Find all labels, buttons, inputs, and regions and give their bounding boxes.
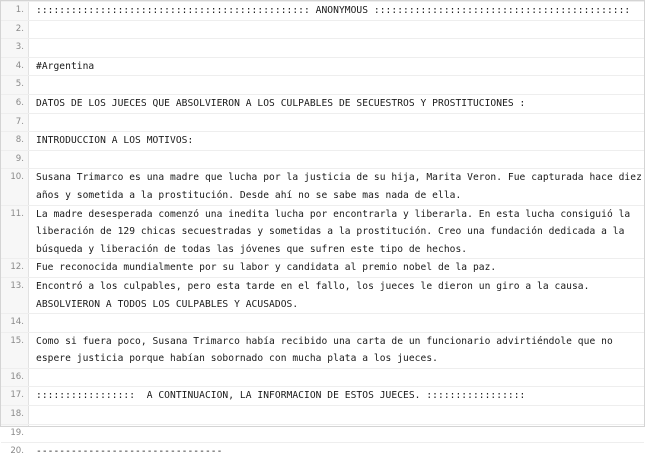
line-number: 1. — [15, 5, 24, 15]
line-number — [1, 296, 28, 314]
line-number: 5. — [15, 79, 24, 90]
line-text — [28, 114, 36, 132]
line-number: 10. — [10, 172, 24, 183]
line-text — [28, 76, 36, 94]
code-line[interactable] — [1, 94, 644, 113]
line-number: 12. — [10, 262, 24, 273]
line-text: -------------------------------- — [36, 446, 223, 458]
code-line[interactable] — [1, 405, 644, 424]
code-lines — [1, 1, 644, 461]
code-line[interactable] — [1, 38, 644, 57]
line-number: 4. — [15, 60, 24, 71]
line-text — [28, 369, 36, 387]
line-number: 18. — [10, 409, 24, 420]
line-text: Como si fuera poco, Susana Trimarco había recibido una carta de un funcionario advirtiéndole que no — [36, 335, 613, 347]
line-text: DATOS DE LOS JUECES QUE ABSOLVIERON A LOS CULPABLES DE SECUESTROS Y PROSTITUCIONES : — [36, 97, 526, 109]
code-line[interactable] — [1, 442, 644, 461]
line-number: 20. — [10, 446, 24, 457]
code-line[interactable] — [1, 1, 644, 20]
line-text: Encontró a los culpables, pero esta tarde en el fallo, los jueces le dieron un giro a la causa. — [36, 280, 590, 292]
code-line[interactable] — [1, 75, 644, 94]
code-line[interactable] — [1, 205, 644, 224]
line-text — [28, 151, 36, 169]
line-number: 3. — [15, 42, 24, 53]
line-text — [28, 39, 36, 57]
code-line[interactable] — [1, 113, 644, 132]
line-number: 16. — [10, 371, 24, 382]
code-line[interactable] — [1, 368, 644, 387]
code-line[interactable] — [1, 168, 644, 187]
code-line[interactable] — [1, 350, 644, 368]
line-number: 11. — [10, 208, 24, 219]
line-number — [1, 241, 28, 259]
line-number: 7. — [15, 116, 24, 127]
code-line[interactable] — [1, 424, 644, 443]
line-number: 6. — [15, 97, 24, 108]
line-text: INTRODUCCION A LOS MOTIVOS: — [36, 135, 194, 147]
line-number — [1, 187, 28, 205]
line-number: 13. — [10, 280, 24, 291]
line-number: 8. — [15, 135, 24, 146]
line-text: búsqueda y liberación de todas las jóvenes que sufren este tipo de hechos. — [36, 243, 468, 255]
code-line[interactable] — [1, 241, 644, 259]
code-line[interactable] — [1, 131, 644, 150]
code-line[interactable] — [1, 187, 644, 205]
code-line[interactable] — [1, 20, 644, 39]
code-line[interactable] — [1, 150, 644, 169]
code-line[interactable] — [1, 223, 644, 241]
code-line[interactable] — [1, 258, 644, 277]
line-text: La madre desesperada comenzó una inedita lucha por encontrarla y liberarla. En esta lucha consiguió la — [36, 208, 631, 220]
line-text: #Argentina — [36, 60, 95, 72]
code-line[interactable] — [1, 386, 644, 405]
line-text: ABSOLVIERON A TODOS LOS CULPABLES Y ACUSADOS. — [36, 298, 299, 310]
line-text — [28, 406, 36, 424]
line-text: años y sometida a la prostitución. Desde ahí no se sabe mas nada de ella. — [36, 189, 462, 201]
line-number: 2. — [15, 23, 24, 34]
line-number: 17. — [10, 390, 24, 401]
line-number: 14. — [10, 317, 24, 328]
line-text — [28, 314, 36, 332]
line-number: 19. — [10, 427, 24, 438]
line-text: liberación de 129 chicas secuestradas y sometidas a la prostitución. Creo una fundación dedicada a la — [36, 226, 625, 238]
code-line[interactable] — [1, 313, 644, 332]
code-line[interactable] — [1, 332, 644, 351]
code-line[interactable] — [1, 296, 644, 314]
line-text — [28, 21, 36, 39]
line-text — [28, 425, 36, 443]
line-number — [1, 223, 28, 241]
line-text: Susana Trimarco es una madre que lucha por la justicia de su hija, Marita Veron. Fue capturada hace diez — [36, 172, 642, 184]
code-line[interactable] — [1, 277, 644, 296]
line-number: 9. — [15, 153, 24, 164]
line-number — [1, 350, 28, 368]
line-text: espere justicia porque habían sobornado con mucha plata a los jueces. — [36, 353, 438, 365]
code-line[interactable] — [1, 57, 644, 76]
line-text: ::::::::::::::::: A CONTINUACION, LA INFORMACION DE ESTOS JUECES. ::::::::::::::::: — [36, 390, 526, 402]
line-number: 15. — [10, 335, 24, 346]
line-text: Fue reconocida mundialmente por su labor y candidata al premio nobel de la paz. — [36, 262, 497, 274]
line-text: ::::::::::::::::::::::::::::::::::::::::::::::: ANONYMOUS :::::::::::::::::::::::::::::::::::::::::::: — [36, 5, 631, 16]
